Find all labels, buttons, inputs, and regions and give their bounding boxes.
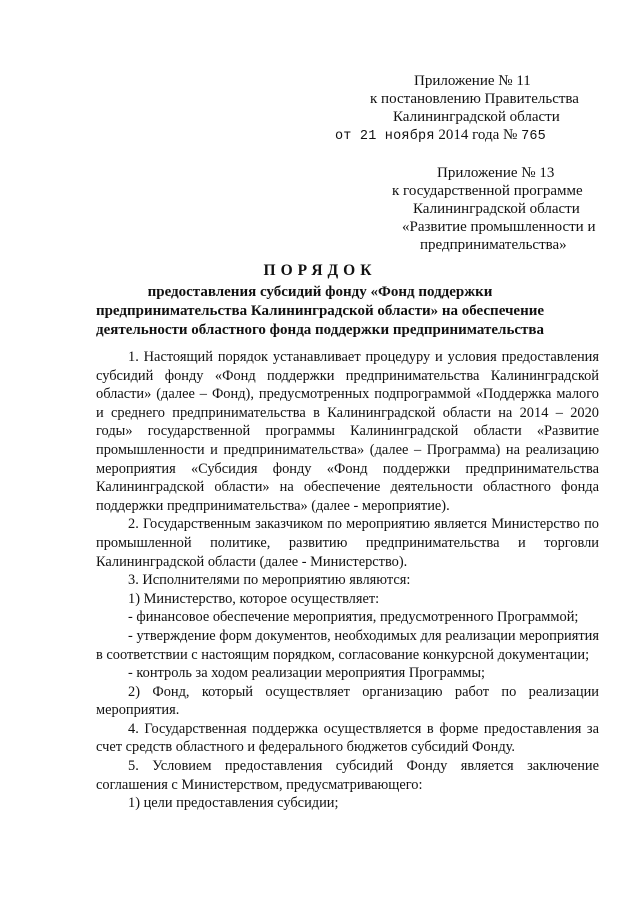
paragraph-9: 4. Государственная поддержка осуществляется в форме предоставления за счет средств областного и федерального бюджетов субсидий Фонду. xyxy=(96,720,599,756)
paragraph-5: - финансовое обеспечение мероприятия, предусмотренного Программой; xyxy=(128,609,579,626)
document-subtitle-line-1: предоставления субсидий фонду «Фонд поддержки xyxy=(147,284,493,300)
paragraph-1: 1. Настоящий порядок устанавливает процедуру и условия предоставления субсидий фонду «Фонд поддержки предпринимательства Калининградской области» (далее – Фонд), предусмотренных подпрограммой «Поддержка малого и среднего предпринимательства в Калининградской области на 2014 – 2020 годы» государственной программы Калининградской области «Развитие промышленности и предпринимательства» (далее – Программа) на реализацию мероприятия «Субсидия фонду «Фонд поддержки предпринимательства Калининградской области» на обеспечение деятельности областного фонда поддержки предпринимательства» (далее - мероприятие). xyxy=(96,349,599,514)
appendix-13-title: Приложение № 13 xyxy=(437,165,555,181)
appendix-13-region: Калининградской области xyxy=(413,201,580,217)
paragraph-4: 1) Министерство, которое осуществляет: xyxy=(128,590,380,607)
appendix-11-number: 765 xyxy=(521,129,546,144)
appendix-11-decree: к постановлению Правительства xyxy=(370,91,579,107)
document-subtitle-line-3: деятельности областного фонда поддержки предпринимательства xyxy=(95,322,545,338)
paragraph-2: 2. Государственным заказчиком по мероприятию является Министерство по промышленной политике, развитию предпринимательства и торговли Калининградской области (далее - Министерство). xyxy=(96,516,599,570)
appendix-11-date-prefix: от 21 ноября xyxy=(335,129,435,144)
document-body xyxy=(96,348,599,813)
document-title: ПОРЯДОК xyxy=(263,262,377,279)
appendix-13-program-name: «Развитие промышленности и xyxy=(402,219,596,235)
appendix-11-region: Калининградской области xyxy=(393,109,560,125)
paragraph-3: 3. Исполнителями по мероприятию являются: xyxy=(128,572,411,589)
paragraph-11: 1) цели предоставления субсидии; xyxy=(128,795,339,812)
paragraph-10: 5. Условием предоставления субсидий Фонду является заключение соглашения с Министерством, предусматривающего: xyxy=(96,758,599,793)
paragraph-6: - утверждение форм документов, необходимых для реализации мероприятия в соответствии с настоящим порядком, согласование конкурсной документации; xyxy=(96,627,599,663)
appendix-13-program-name-end: предпринимательства» xyxy=(420,237,567,253)
paragraph-8: 2) Фонд, который осуществляет организацию работ по реализации мероприятия. xyxy=(96,683,599,719)
appendix-11-date-suffix: 2014 года № xyxy=(438,127,518,143)
paragraph-7: - контроль за ходом реализации мероприятия Программы; xyxy=(128,665,485,682)
appendix-11-date xyxy=(335,126,546,146)
appendix-11-title: Приложение № 11 xyxy=(414,73,531,89)
appendix-13-program: к государственной программе xyxy=(392,183,583,199)
document-subtitle-line-2: предпринимательства Калининградской области» на обеспечение xyxy=(95,303,545,319)
